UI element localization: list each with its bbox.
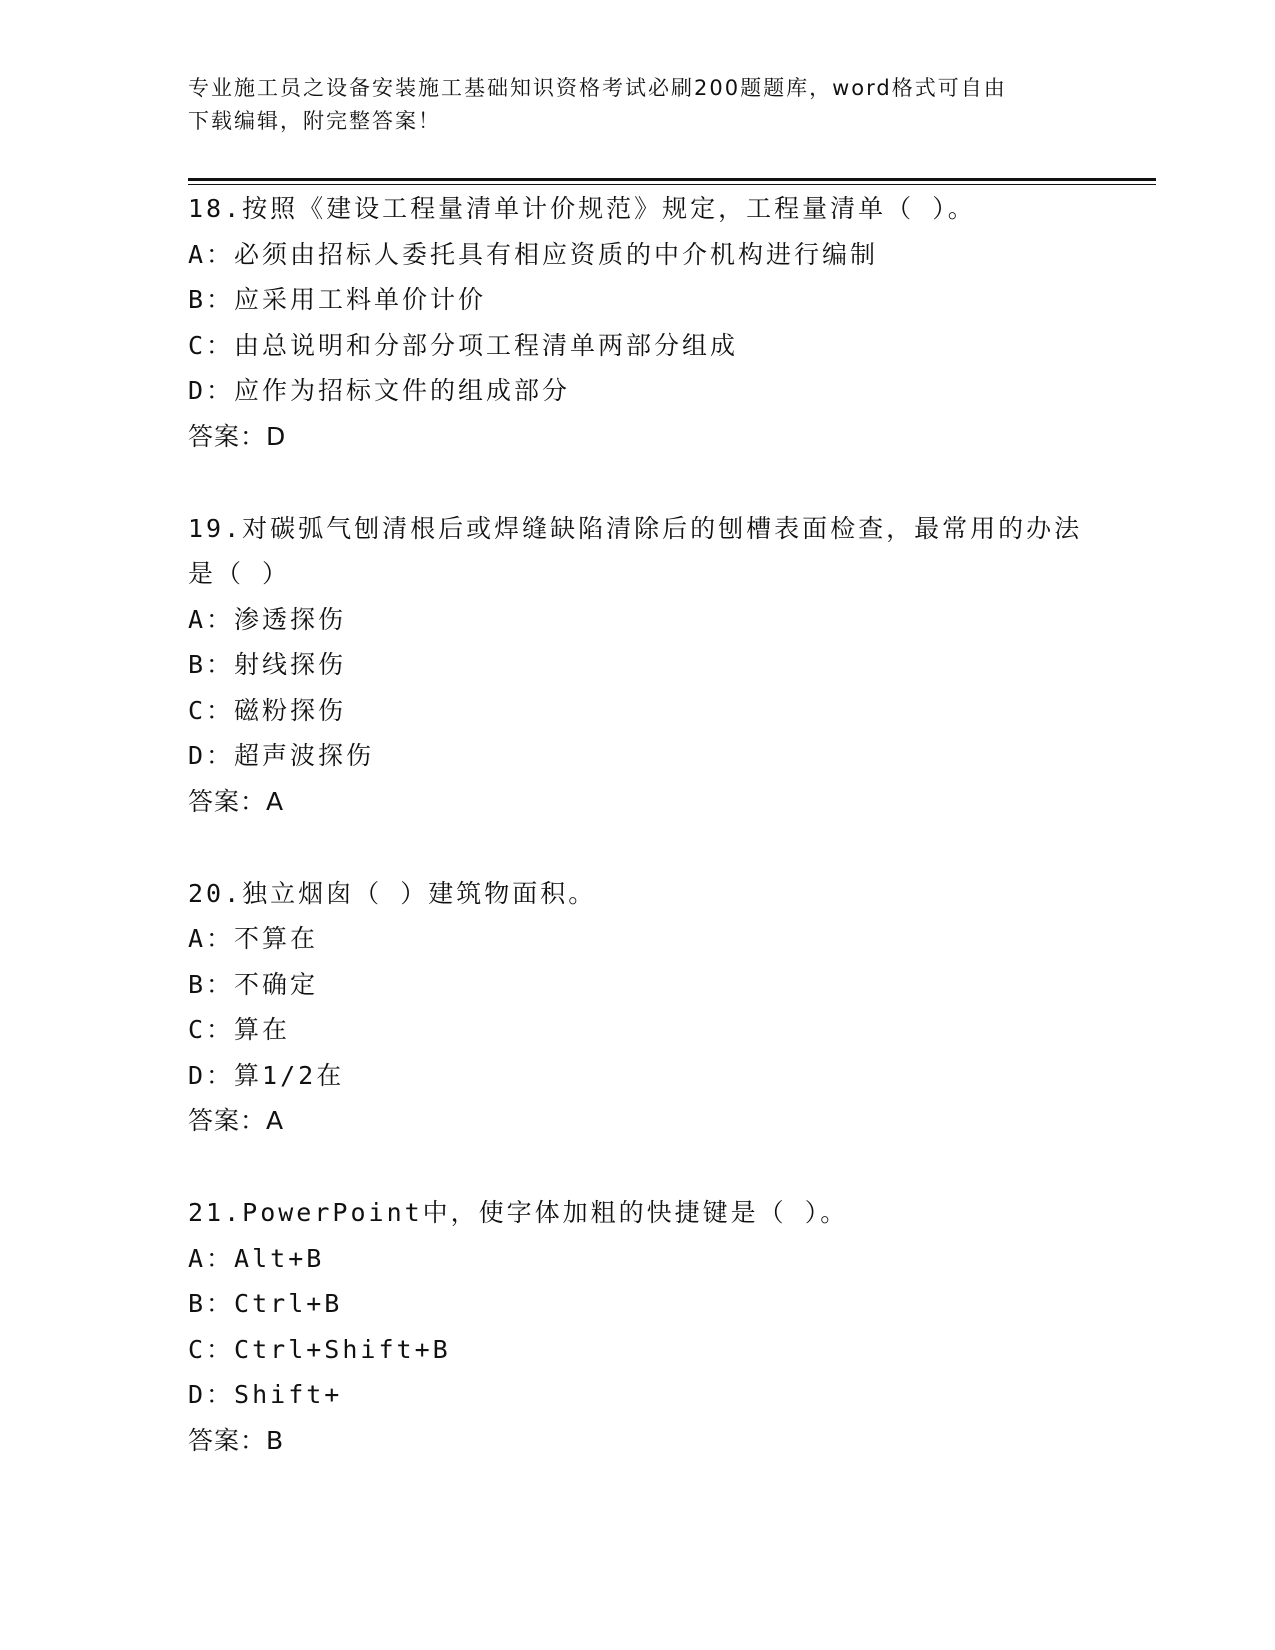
header-divider-thick (188, 178, 1156, 181)
question-text: 21.PowerPoint中，使字体加粗的快捷键是（ ）。 (188, 1198, 849, 1227)
option-a: A：不算在 (188, 924, 319, 953)
option-b: B：射线探伤 (188, 650, 347, 679)
option-d: D：超声波探伤 (188, 741, 375, 770)
option-c: C：算在 (188, 1015, 291, 1044)
option-a: A：Alt+B (188, 1243, 325, 1273)
option-c: C：磁粉探伤 (188, 695, 347, 725)
question-list (188, 186, 1088, 1510)
option-a: A：必须由招标人委托具有相应资质的中介机构进行编制 (188, 239, 879, 269)
option-b: B：不确定 (188, 969, 319, 999)
question-text: 19.对碳弧气刨清根后或焊缝缺陷清除后的刨槽表面检查，最常用的办法是（ ） (188, 513, 1083, 588)
option-c: C：由总说明和分部分项工程清单两部分组成 (188, 330, 739, 360)
option-c: C：Ctrl+Shift+B (188, 1334, 451, 1364)
question-text: 18.按照《建设工程量清单计价规范》规定，工程量清单（ ）。 (188, 194, 976, 223)
question-18 (188, 186, 1088, 460)
header-divider-thin (188, 184, 1156, 185)
option-b: B：Ctrl+B (188, 1289, 343, 1318)
answer-line: 答案：A (188, 786, 285, 816)
answer-line: 答案：D (188, 421, 287, 451)
answer-line: 答案：A (188, 1106, 285, 1135)
header-line-2: 下载编辑，附完整答案！ (188, 109, 441, 133)
question-text: 20.独立烟囱（ ）建筑物面积。 (188, 878, 597, 908)
option-d: D：Shift+ (188, 1380, 343, 1409)
option-d: D：算1/2在 (188, 1060, 345, 1090)
option-d: D：应作为招标文件的组成部分 (188, 376, 571, 405)
option-b: B：应采用工料单价计价 (188, 285, 487, 314)
question-20 (188, 871, 1088, 1145)
question-19 (188, 506, 1088, 825)
question-21 (188, 1190, 1088, 1464)
header-line-1: 专业施工员之设备安装施工基础知识资格考试必刷200题题库，word格式可自由 (188, 76, 1007, 100)
document-header (188, 72, 1068, 138)
answer-line: 答案：B (188, 1425, 285, 1455)
option-a: A：渗透探伤 (188, 604, 347, 634)
